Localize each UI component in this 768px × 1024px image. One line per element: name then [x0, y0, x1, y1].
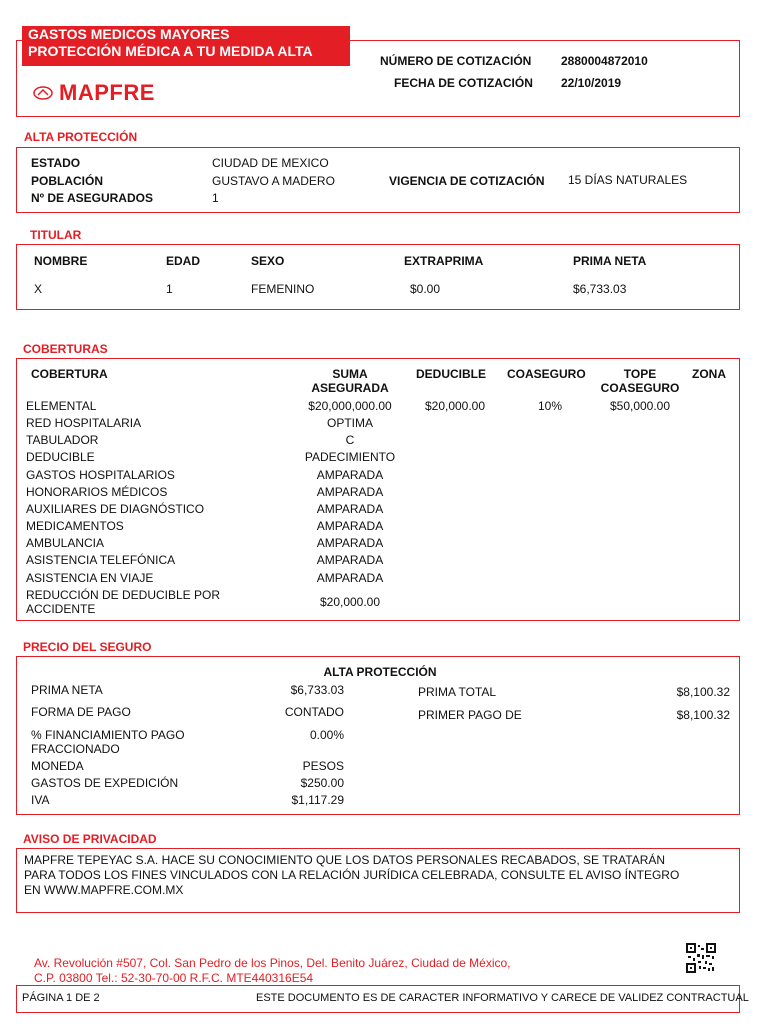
moneda-label: MONEDA	[31, 759, 84, 773]
forma-pago-value: CONTADO	[284, 705, 344, 719]
quote-number-label: NÚMERO DE COTIZACIÓN	[380, 54, 532, 68]
cov-header-coaseguro: COASEGURO	[507, 367, 586, 381]
cov-row-suma: PADECIMIENTO	[304, 450, 396, 464]
cov-row-name-line-2: ACCIDENTE	[26, 602, 96, 616]
cov-header-suma-1: SUMA	[332, 367, 368, 381]
titular-header-extraprima: EXTRAPRIMA	[404, 254, 484, 268]
cov-row-name: AUXILIARES DE DIAGNÓSTICO	[26, 502, 205, 516]
product-banner	[22, 26, 350, 66]
banner-line-1: GASTOS MEDICOS MAYORES	[28, 26, 230, 42]
footer-address-line-2: C.P. 03800 Tel.: 52-30-70-00 R.F.C. MTE440316E54	[34, 971, 314, 985]
titular-edad: 1	[166, 282, 173, 296]
titular-header-prima-neta: PRIMA NETA	[573, 254, 647, 268]
aviso-line-1: MAPFRE TEPEYAC S.A. HACE SU CONOCIMIENTO QUE LOS DATOS PERSONALES RECABADOS, SE TRATARÁN	[24, 853, 666, 867]
aviso-section-title: AVISO DE PRIVACIDAD	[23, 832, 157, 846]
qr-code-icon	[686, 943, 716, 973]
cov-header-zona: ZONA	[692, 367, 726, 381]
titular-prima-neta: $6,733.03	[573, 282, 627, 296]
titular-nombre: X	[34, 282, 43, 296]
brand-name: MAPFRE	[59, 80, 155, 105]
cov-header-suma-2: ASEGURADA	[311, 381, 389, 395]
cov-row-name: ELEMENTAL	[26, 399, 97, 413]
cov-row-suma: AMPARADA	[316, 485, 384, 499]
iva-value: $1,117.29	[291, 793, 344, 807]
titular-extraprima: $0.00	[410, 282, 441, 296]
cov-header-tope-1: TOPE	[623, 367, 657, 381]
cov-header-deducible: DEDUCIBLE	[416, 367, 487, 381]
alta-section-title: ALTA PROTECCIÓN	[24, 130, 138, 144]
cov-row-suma: AMPARADA	[316, 519, 384, 533]
financiamiento-label-line-1: % FINANCIAMIENTO PAGO	[31, 728, 185, 742]
cov-row-tope: $50,000.00	[609, 399, 671, 413]
quote-number: 2880004872010	[561, 54, 648, 68]
cov-row-name: AMBULANCIA	[26, 536, 105, 550]
forma-pago-label: FORMA DE PAGO	[31, 705, 131, 719]
banner-line-2: PROTECCIÓN MÉDICA A TU MEDIDA ALTA	[28, 43, 313, 59]
coberturas-section-title: COBERTURAS	[23, 342, 108, 356]
cov-row-name: ASISTENCIA EN VIAJE	[26, 571, 154, 585]
cov-header-tope-2: COASEGURO	[600, 381, 680, 395]
aviso-line-2: PARA TODOS LOS FINES VINCULADOS CON LA RELACIÓN JURÍDICA CELEBRADA, CONSULTE EL AVISO ÍNTEGRO	[24, 868, 680, 882]
mapfre-logo-icon	[33, 86, 53, 100]
precio-subtitle: ALTA PROTECCIÓN	[323, 665, 437, 679]
cov-row-suma: $20,000.00	[319, 595, 381, 609]
cov-row-name: RED HOSPITALARIA	[26, 416, 142, 430]
cov-header-cobertura: COBERTURA	[31, 367, 108, 381]
prima-neta-value: $6,733.03	[290, 683, 344, 697]
cov-row-suma: AMPARADA	[316, 468, 384, 482]
titular-header-sexo: SEXO	[251, 254, 285, 268]
quote-date: 22/10/2019	[561, 76, 622, 90]
financiamiento-label-line-2: FRACCIONADO	[31, 742, 120, 756]
cov-row-suma: OPTIMA	[326, 416, 373, 430]
iva-label: IVA	[31, 793, 50, 807]
poblacion-label: POBLACIÓN	[31, 174, 103, 188]
poblacion-value: GUSTAVO A MADERO	[212, 174, 335, 188]
cov-row-suma: C	[345, 433, 355, 447]
primer-pago-label: PRIMER PAGO DE	[418, 708, 522, 722]
cov-row-suma: AMPARADA	[316, 502, 384, 516]
cov-row-deducible: $20,000.00	[424, 399, 486, 413]
aviso-line-3: EN WWW.MAPFRE.COM.MX	[24, 883, 184, 897]
page-number: PÁGINA 1 DE 2	[22, 992, 100, 1004]
cov-row-name: TABULADOR	[26, 433, 99, 447]
primer-pago-value: $8,100.32	[676, 708, 730, 722]
cov-row-name: HONORARIOS MÉDICOS	[26, 485, 168, 499]
estado-value: CIUDAD DE MEXICO	[212, 156, 329, 170]
mapfre-logo	[33, 80, 155, 106]
moneda-value: PESOS	[302, 759, 344, 773]
footer-disclaimer: ESTE DOCUMENTO ES DE CARACTER INFORMATIVO Y CARECE DE VALIDEZ CONTRACTUAL	[256, 992, 749, 1004]
prima-total-value: $8,100.32	[676, 685, 730, 699]
precio-section-title: PRECIO DEL SEGURO	[23, 640, 152, 654]
cov-row-name: GASTOS HOSPITALARIOS	[26, 468, 175, 482]
cov-row-suma: AMPARADA	[316, 536, 384, 550]
asegurados-value: 1	[212, 191, 219, 205]
cov-row-coaseguro: 10%	[537, 399, 563, 413]
cov-row-suma: AMPARADA	[316, 553, 384, 567]
footer-address-line-1: Av. Revolución #507, Col. San Pedro de los Pinos, Del. Benito Juárez, Ciudad de México,	[34, 956, 511, 970]
quote-date-label: FECHA DE COTIZACIÓN	[394, 76, 533, 90]
vigencia-label: VIGENCIA DE COTIZACIÓN	[389, 174, 545, 188]
gastos-expedicion-label: GASTOS DE EXPEDICIÓN	[31, 776, 179, 790]
cov-row-suma: AMPARADA	[316, 571, 384, 585]
vigencia-value: 15 DÍAS NATURALES	[568, 173, 688, 187]
cov-row-suma: $20,000,000.00	[308, 399, 392, 413]
titular-header-edad: EDAD	[166, 254, 201, 268]
asegurados-label: Nº DE ASEGURADOS	[31, 191, 153, 205]
cov-row-name: MEDICAMENTOS	[26, 519, 124, 533]
cov-row-name: DEDUCIBLE	[26, 450, 95, 464]
prima-neta-label: PRIMA NETA	[31, 683, 103, 697]
cov-row-name: ASISTENCIA TELEFÓNICA	[26, 553, 176, 567]
titular-header-nombre: NOMBRE	[34, 254, 88, 268]
cov-row-name-line-1: REDUCCIÓN DE DEDUCIBLE POR	[26, 588, 221, 602]
prima-total-label: PRIMA TOTAL	[418, 685, 497, 699]
titular-section-title: TITULAR	[30, 228, 82, 242]
gastos-expedicion-value: $250.00	[300, 776, 344, 790]
estado-label: ESTADO	[31, 156, 81, 170]
financiamiento-value: 0.00%	[309, 728, 344, 742]
titular-sexo: FEMENINO	[251, 282, 315, 296]
